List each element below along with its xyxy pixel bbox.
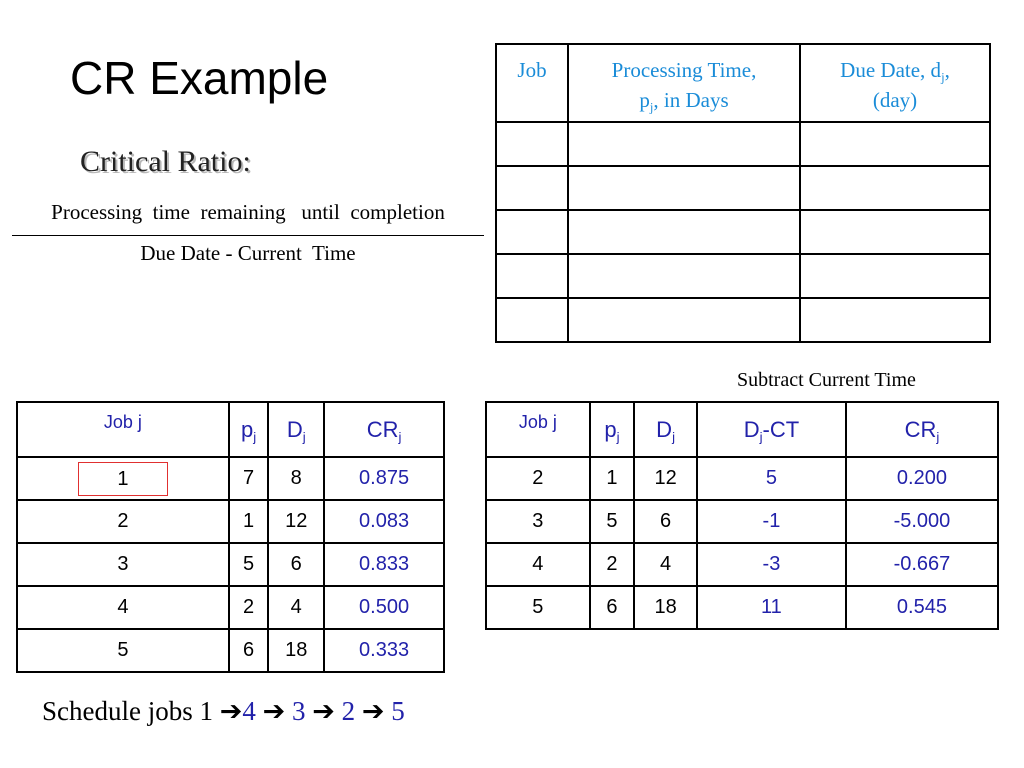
d-cell: 4 — [268, 586, 324, 629]
job-cell: 5 — [17, 629, 229, 672]
table-row — [17, 543, 444, 586]
d-minus-ct-cell: 11 — [697, 586, 846, 629]
header-job: Job j — [17, 402, 229, 457]
cr-cell: 0.333 — [324, 629, 444, 672]
p-cell: 1 — [590, 457, 635, 500]
d-cell: 12 — [634, 457, 697, 500]
job-template-table — [495, 43, 991, 343]
job-cell: 3 — [486, 500, 590, 543]
cr-table-initial — [16, 401, 445, 673]
header-cr: $CR_j$ — [846, 402, 998, 457]
schedule-job: 3 — [291, 696, 306, 726]
table-row — [17, 586, 444, 629]
slide-title: CR Example — [70, 52, 329, 104]
d-minus-ct-cell: -3 — [697, 543, 846, 586]
cr-table-updated — [485, 401, 999, 630]
cr-table-updated-header — [486, 402, 998, 457]
header-p: $p_j$ — [590, 402, 635, 457]
d-minus-ct-cell: 5 — [697, 457, 846, 500]
header-p: $p_j$ — [229, 402, 269, 457]
cr-cell: -0.667 — [846, 543, 998, 586]
d-minus-ct-cell: -1 — [697, 500, 846, 543]
p-cell: 5 — [590, 500, 635, 543]
d-cell: 6 — [268, 543, 324, 586]
arrow-right-icon: ➔ — [312, 696, 335, 726]
critical-ratio-numerator: Processing time remaining until completion — [51, 200, 445, 224]
table-row — [17, 500, 444, 543]
schedule-job: 4 — [242, 696, 256, 726]
header-d-minus-ct: $D_j-CT$ — [697, 402, 846, 457]
cr-cell: 0.545 — [846, 586, 998, 629]
d-cell: 4 — [634, 543, 697, 586]
template-header-job: Job — [496, 44, 568, 122]
header-job: Job j — [486, 402, 590, 457]
template-blank-row — [496, 122, 990, 166]
arrow-right-icon: ➔ — [262, 696, 286, 726]
p-cell: 5 — [229, 543, 269, 586]
cr-cell: 0.875 — [324, 457, 444, 500]
critical-ratio-heading: Critical Ratio: — [80, 145, 251, 178]
cr-cell: -5.000 — [846, 500, 998, 543]
table-row — [486, 586, 998, 629]
table-row — [486, 457, 998, 500]
p-cell: 2 — [590, 543, 635, 586]
selected-job-highlight: 1 — [78, 462, 168, 496]
table-row — [486, 543, 998, 586]
p-cell: 6 — [590, 586, 635, 629]
d-cell: 8 — [268, 457, 324, 500]
cr-cell: 0.500 — [324, 586, 444, 629]
p-cell: 6 — [229, 629, 269, 672]
critical-ratio-denominator: Due Date - Current Time — [140, 241, 356, 265]
cr-cell: 0.200 — [846, 457, 998, 500]
job-cell: 2 — [486, 457, 590, 500]
job-cell: 2 — [17, 500, 229, 543]
cr-cell: 0.833 — [324, 543, 444, 586]
d-cell: 18 — [634, 586, 697, 629]
table-row — [486, 500, 998, 543]
template-header-due-date: Due Date, $d_j$, (day) — [800, 44, 990, 122]
template-header-processing-time: Processing Time, $p_j$, in Days — [568, 44, 800, 122]
job-cell: 5 — [486, 586, 590, 629]
p-cell: 2 — [229, 586, 269, 629]
arrow-right-icon: ➔ — [361, 696, 385, 726]
job-cell: 4 — [17, 586, 229, 629]
d-cell: 12 — [268, 500, 324, 543]
header-d: $D_j$ — [268, 402, 324, 457]
template-blank-row — [496, 298, 990, 342]
table-row — [17, 457, 444, 500]
p-cell: 1 — [229, 500, 269, 543]
header-d: $D_j$ — [634, 402, 697, 457]
schedule-prefix: Schedule jobs 1 — [42, 696, 220, 726]
template-blank-row — [496, 254, 990, 298]
table-row — [17, 629, 444, 672]
template-header-row — [496, 44, 990, 122]
template-blank-row — [496, 210, 990, 254]
schedule-job: 2 — [341, 696, 356, 726]
header-cr: $CR_j$ — [324, 402, 444, 457]
subtract-current-time-note: Subtract Current Time — [737, 369, 916, 391]
job-cell — [17, 457, 229, 500]
template-blank-row — [496, 166, 990, 210]
job-cell: 3 — [17, 543, 229, 586]
job-cell: 4 — [486, 543, 590, 586]
d-cell: 18 — [268, 629, 324, 672]
arrow-right-icon: ➔ — [219, 696, 243, 726]
fraction-bar — [12, 235, 484, 236]
schedule-job: 5 — [391, 696, 405, 726]
cr-table-initial-header — [17, 402, 444, 457]
d-cell: 6 — [634, 500, 697, 543]
schedule-sequence — [42, 696, 405, 727]
p-cell: 7 — [229, 457, 269, 500]
cr-cell: 0.083 — [324, 500, 444, 543]
